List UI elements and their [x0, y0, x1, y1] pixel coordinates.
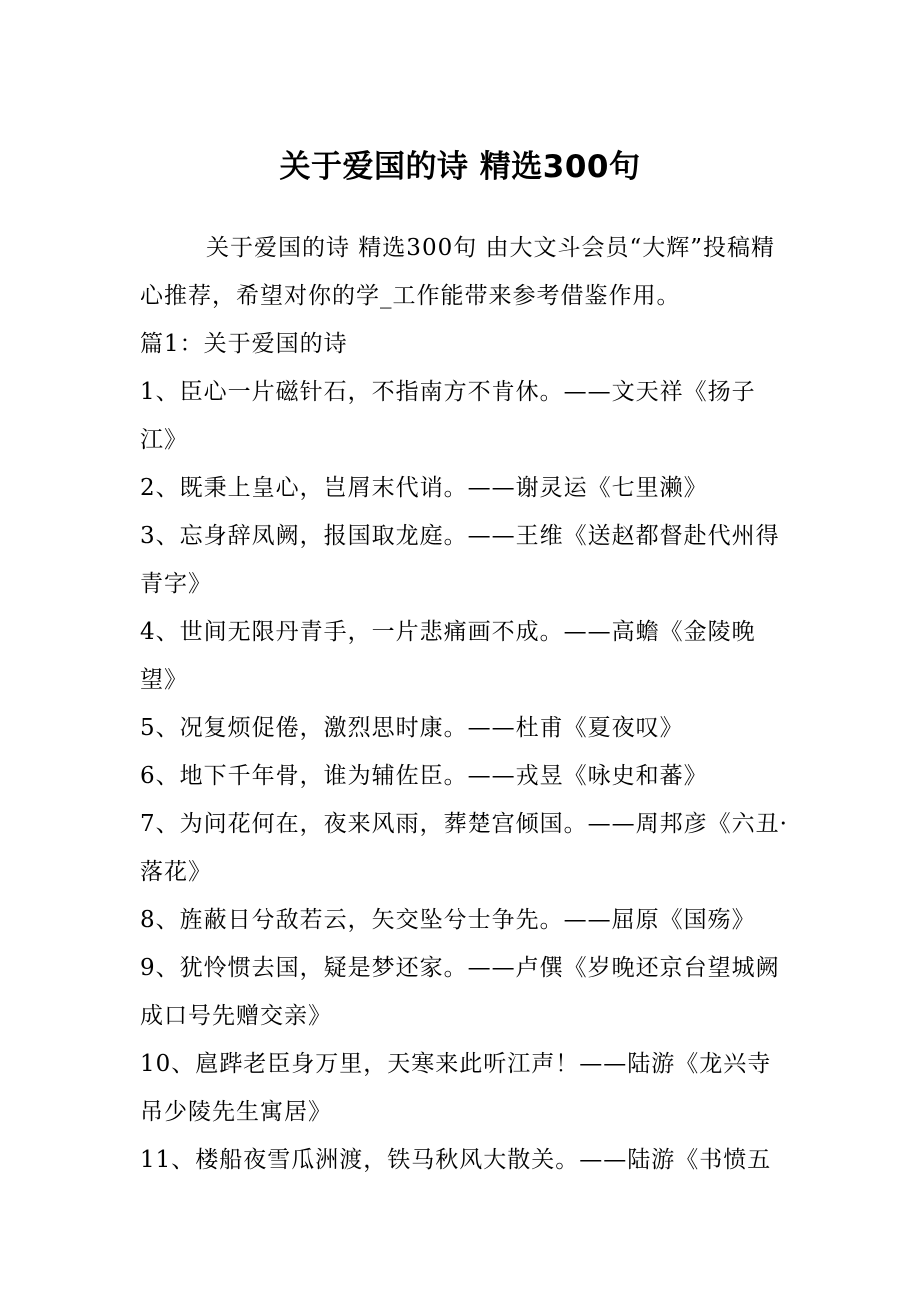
poem-item: 8、旌蔽日兮敌若云，矢交坠兮士争先。——屈原《国殇》: [140, 907, 756, 933]
poem-item: 11、楼船夜雪瓜洲渡，铁马秋风大散关。——陆游《书愤五: [140, 1147, 772, 1173]
poem-item: 5、况复烦促倦，激烈思时康。——杜甫《夏夜叹》: [140, 715, 684, 741]
poem-item: 6、地下千年骨，谁为辅佐臣。——戎昱《咏史和蕃》: [140, 763, 708, 789]
document-title: 关于爱国的诗 精选300句: [279, 149, 641, 185]
poem-item: 9、犹怜惯去国，疑是梦还家。——卢僎《岁晚还京台望城阙成口号先赠交亲》: [140, 955, 780, 1029]
poem-item: 7、为问花何在，夜来风雨，葬楚宫倾国。——周邦彦《六丑·落花》: [140, 811, 788, 885]
poem-item: 10、扈跸老臣身万里，天寒来此听江声！——陆游《龙兴寺吊少陵先生寓居》: [140, 1051, 772, 1125]
section-heading: 篇1：关于爱国的诗: [140, 331, 348, 357]
poem-item: 2、既秉上皇心，岂屑末代诮。——谢灵运《七里濑》: [140, 475, 708, 501]
intro-paragraph: 关于爱国的诗 精选300句 由大文斗会员“大辉”投稿精心推荐，希望对你的学_工作能带来参考借鉴作用。: [140, 235, 776, 309]
poem-item: 4、世间无限丹青手，一片悲痛画不成。——高蟾《金陵晚望》: [140, 619, 756, 693]
poem-item: 1、臣心一片磁针石，不指南方不肯休。——文天祥《扬子江》: [140, 379, 756, 453]
poem-item: 3、忘身辞凤阙，报国取龙庭。——王维《送赵都督赴代州得青字》: [140, 523, 780, 597]
document-body: [140, 224, 790, 1184]
